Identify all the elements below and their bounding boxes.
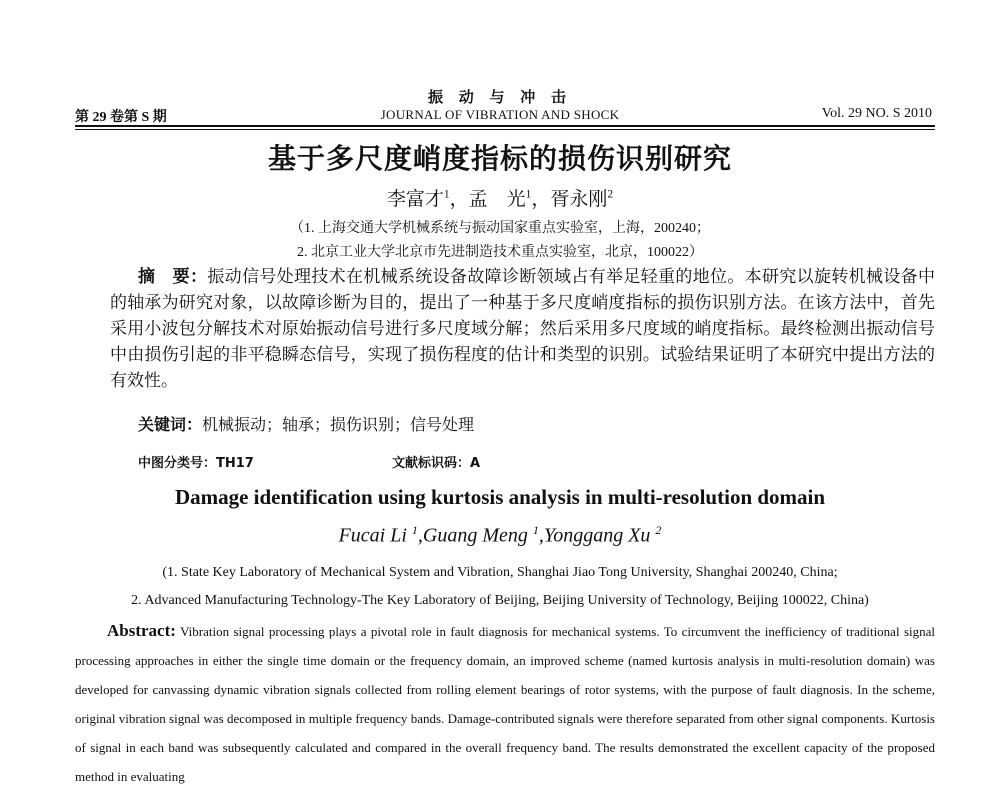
author-aff: 1: [411, 523, 418, 537]
author-list-en: Fucai Li $^1$,Guang Meng $^1$,Yonggang Xu $^2$: [338, 523, 662, 547]
journal-name-cn: 振 动 与 冲 击: [427, 90, 572, 106]
affiliation-cn-2: 2. 北京工业大学北京市先进制造技术重点实验室，北京，100022）: [297, 245, 703, 260]
keywords-value-cn: 机械振动；轴承；损伤识别；信号处理: [202, 417, 475, 434]
author-aff: 1: [532, 523, 539, 537]
affiliation-cn-1: （1. 上海交通大学机械系统与振动国家重点实验室，上海，200240；: [290, 221, 710, 236]
affiliation-en-1: (1. State Key Laboratory of Mechanical System and Vibration, Shanghai Jiao Tong University, Shanghai 200240, China;: [162, 565, 838, 580]
author-aff: 1: [525, 188, 532, 201]
author-name: Yonggang Xu: [543, 524, 651, 547]
abstract-cn: [110, 264, 935, 394]
doc-code-label: 文献标识码：: [392, 456, 471, 471]
document-code: [392, 452, 480, 471]
volume-issue-en: Vol. 29 NO. S 2010: [821, 106, 932, 121]
author-name: 胥永刚: [550, 189, 608, 210]
header-rule-thick: [75, 125, 935, 127]
abstract-label-cn: 摘 要：: [138, 267, 208, 286]
author-name: Guang Meng: [422, 524, 528, 547]
author-aff: 2: [655, 523, 662, 537]
keywords-cn: [138, 412, 474, 435]
author-name: Fucai Li: [338, 524, 407, 547]
affiliation-en-2: 2. Advanced Manufacturing Technology-The Key Laboratory of Beijing, Beijing University of Technology, Beijing 100022, China): [131, 593, 869, 608]
abstract-en: [75, 616, 935, 791]
author-name: 孟 光: [468, 189, 526, 210]
author-list-cn: 李富才$^1$，孟 光$^1$，胥永刚$^2$: [386, 188, 614, 210]
header-rule-thin: [75, 129, 935, 130]
journal-name-en: JOURNAL OF VIBRATION AND SHOCK: [380, 107, 620, 122]
clc-label: 中图分类号：: [138, 456, 217, 471]
abstract-label-en: Abstract:: [107, 621, 176, 640]
author-name: 李富才: [386, 189, 444, 210]
keywords-label-cn: 关键词：: [138, 417, 203, 434]
author-aff: 2: [607, 188, 614, 201]
author-aff: 1: [443, 188, 450, 201]
paper-title-cn: 基于多尺度峭度指标的损伤识别研究: [267, 142, 732, 175]
clc-value: TH17: [216, 456, 254, 471]
abstract-text-en: Vibration signal processing plays a pivotal role in fault diagnosis for mechanical systems. To circumvent the inefficiency of traditional signal processing approaches in either the single time domain or the frequency domain, an improved scheme (named kurtosis analysis in multi-resolution domain) was developed for canvassing dynamic vibration signals collected from rolling element bearings of rotor systems, with the purpose of fault diagnosis. In the scheme, original vibration signal was decomposed in multiple frequency bands. Damage-contributed signals were therefore separated from other signal components. Kurtosis of signal in each band was subsequently calculated and compared in the overall frequency band. The results demonstrated the excellent capacity of the proposed method in evaluating: [75, 624, 935, 784]
paper-title-en: Damage identification using kurtosis analysis in multi-resolution domain: [174, 485, 826, 509]
volume-issue-cn: 第 29 卷第 S 期: [75, 110, 167, 125]
doc-code-value: A: [470, 456, 481, 471]
abstract-text-cn: 振动信号处理技术在机械系统设备故障诊断领域占有举足轻重的地位。本研究以旋转机械设备中的轴承为研究对象，以故障诊断为目的，提出了一种基于多尺度峭度指标的损伤识别方法。在该方法中，首先采用小波包分解技术对原始振动信号进行多尺度域分解；然后采用多尺度域的峭度指标。最终检测出振动信号中由损伤引起的非平稳瞬态信号，实现了损伤程度的估计和类型的识别。试验结果证明了本研究中提出方法的有效性。: [110, 267, 936, 390]
clc-number: [138, 452, 254, 471]
